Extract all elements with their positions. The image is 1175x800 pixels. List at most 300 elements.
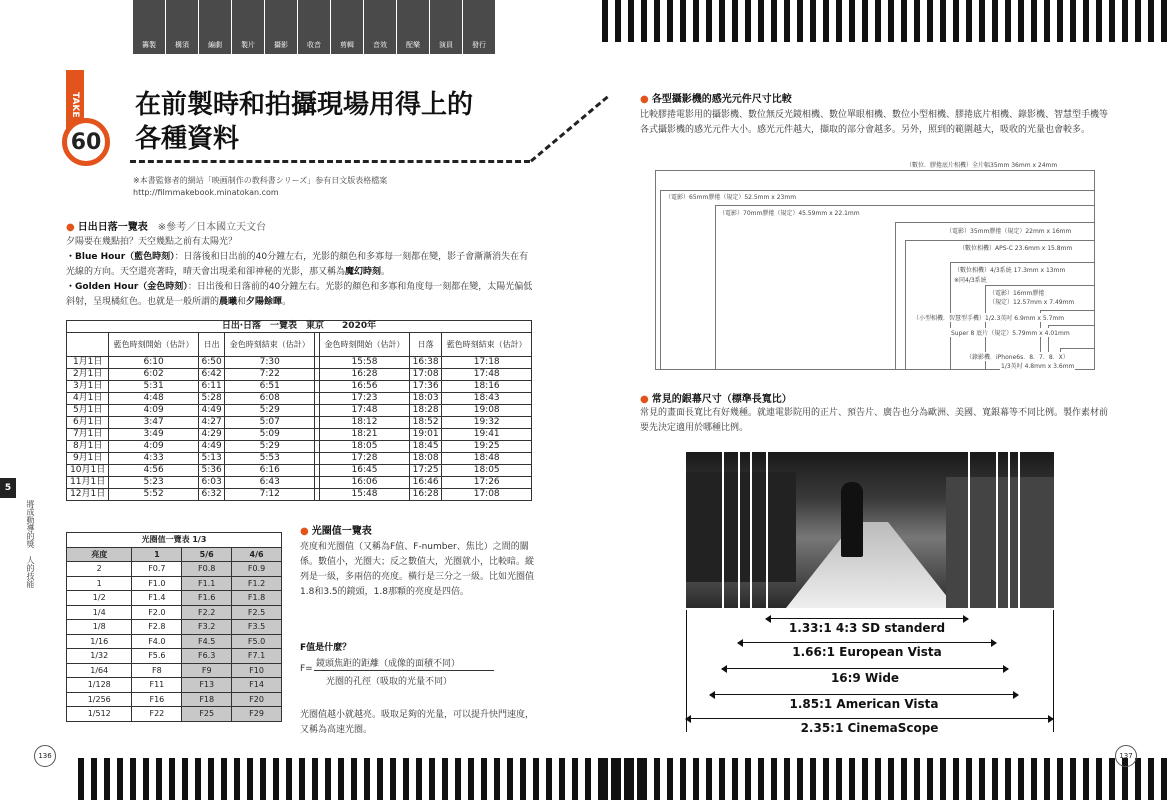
stripe: [875, 758, 881, 800]
table-row: [67, 707, 282, 722]
stripe: [1031, 758, 1037, 800]
table-cell: 17:18: [442, 357, 532, 369]
table-cell: F14: [232, 678, 282, 693]
table-cell: 1/256: [67, 692, 132, 707]
table-cell: 18:16: [442, 381, 532, 393]
stripe: [1122, 0, 1128, 42]
stripe: [1083, 758, 1089, 800]
stripe: [719, 0, 725, 42]
nav-tab[interactable]: 編劇: [199, 0, 231, 54]
stripe: [559, 758, 565, 800]
table-cell: F2.8: [132, 620, 182, 635]
table-row: [67, 477, 532, 489]
stripe: [1070, 758, 1076, 800]
table-cell: 6:02: [109, 369, 199, 381]
table-row: [67, 441, 532, 453]
table-row: [67, 576, 282, 591]
ratio-label-169: 16:9 Wide: [830, 671, 900, 685]
table-cell: 6:51: [225, 381, 315, 393]
table-cell: 2: [67, 562, 132, 577]
ratio-arrow-169: [722, 668, 1008, 669]
stripe: [312, 758, 318, 800]
table-cell: 18:45: [409, 441, 442, 453]
table-cell: F2.2: [182, 605, 232, 620]
stripe: [351, 758, 357, 800]
sensor-label: （電影）70mm膠捲（規定）45.59mm x 22.1mm: [719, 210, 860, 217]
table-cell: 3月1日: [67, 381, 109, 393]
stripe: [992, 758, 998, 800]
stripe: [182, 758, 188, 800]
table-cell: 17:26: [442, 477, 532, 489]
stripe: [940, 0, 946, 42]
table-cell: 19:25: [442, 441, 532, 453]
table-cell: 4:29: [198, 429, 225, 441]
nav-tab[interactable]: 剪輯: [331, 0, 363, 54]
table-cell: 18:08: [409, 453, 442, 465]
train-station-photo: [686, 452, 1054, 608]
nav-tab[interactable]: 製片: [232, 0, 264, 54]
stripe: [1161, 0, 1167, 42]
stripe: [195, 758, 201, 800]
table-cell: 16:46: [409, 477, 442, 489]
table-cell: 17:08: [409, 369, 442, 381]
stripe: [1057, 0, 1063, 42]
title-line-1: 在前製時和拍攝現場用得上的: [135, 90, 474, 120]
stripe: [940, 758, 946, 800]
sunrise-table: [66, 320, 532, 501]
nav-tab[interactable]: 發行: [463, 0, 495, 54]
stripe: [953, 758, 959, 800]
table-cell: F4.5: [182, 634, 232, 649]
stripe: [745, 0, 751, 42]
nav-tab[interactable]: 收音: [298, 0, 330, 54]
table-cell: 17:08: [442, 489, 532, 501]
sensor-label: （小型相機．智慧型手機）1/2.3英吋 6.9mm x 5.7mm: [913, 315, 1065, 322]
table-cell: 6:50: [198, 357, 225, 369]
stripe: [273, 758, 279, 800]
frame-line: [1008, 452, 1010, 620]
table-cell: 4:48: [109, 393, 199, 405]
stripe: [156, 758, 162, 800]
table-cell: F20: [232, 692, 282, 707]
table-cell: F25: [182, 707, 232, 722]
stripe: [732, 0, 738, 42]
table-cell: 18:52: [409, 417, 442, 429]
stripe: [1096, 0, 1102, 42]
table-row: [67, 591, 282, 606]
fraction-bar: [314, 670, 494, 671]
table-cell: F3.5: [232, 620, 282, 635]
table-cell: F10: [232, 663, 282, 678]
stripe: [628, 758, 634, 800]
stripe: [117, 758, 123, 800]
bottom-right-barcode-strip: [602, 758, 1167, 800]
stripe: [901, 0, 907, 42]
table-cell: 2月1日: [67, 369, 109, 381]
table-cell: 5:29: [225, 405, 315, 417]
table-row: [67, 620, 282, 635]
f-equals: F=: [300, 664, 313, 674]
stripe: [641, 758, 647, 800]
table-cell: 3:49: [109, 429, 199, 441]
table-row: [67, 678, 282, 693]
ratio-tick: [1053, 610, 1054, 732]
table-cell: 6:32: [198, 489, 225, 501]
aperture-col-header: 5/6: [182, 547, 232, 562]
stripe: [390, 758, 396, 800]
sunrise-col-header: 日出: [198, 333, 225, 357]
stripe: [234, 758, 240, 800]
stripe: [823, 0, 829, 42]
sunrise-col-header: [67, 333, 109, 357]
table-row: [67, 605, 282, 620]
table-row: [67, 417, 532, 429]
stripe: [953, 0, 959, 42]
table-row: [67, 453, 532, 465]
table-cell: F29: [232, 707, 282, 722]
stripe: [416, 758, 422, 800]
stripe: [1018, 758, 1024, 800]
table-cell: 16:28: [320, 369, 410, 381]
source-url[interactable]: http://filmmakebook.minatokan.com: [133, 188, 279, 197]
stripe: [507, 758, 513, 800]
fvalue-heading: F值是什麼？: [300, 643, 352, 653]
stripe: [771, 758, 777, 800]
table-cell: 6月1日: [67, 417, 109, 429]
sunrise-heading: ● 日出日落一覽表 ※參考／日本國立天文台: [66, 222, 267, 233]
table-cell: 16:28: [409, 489, 442, 501]
table-cell: 4月1日: [67, 393, 109, 405]
stripe: [247, 758, 253, 800]
stripe: [1135, 758, 1141, 800]
frame-line: [750, 452, 752, 620]
take-number-badge: 60: [62, 118, 110, 166]
table-cell: 12月1日: [67, 489, 109, 501]
table-cell: 5:36: [198, 465, 225, 477]
table-cell: F5.6: [132, 649, 182, 664]
sunrise-col-header: 日落: [409, 333, 442, 357]
sunrise-col-header: 金色時刻開始（估計）: [320, 333, 410, 357]
stripe: [875, 0, 881, 42]
table-cell: 4:49: [198, 405, 225, 417]
sensor-label: （數位．膠捲底片相機）全片幅35mm 36mm x 24mm: [906, 162, 1058, 169]
stripe: [403, 758, 409, 800]
stripe: [1083, 0, 1089, 42]
stripe: [667, 0, 673, 42]
table-cell: 7:30: [225, 357, 315, 369]
table-row: [67, 429, 532, 441]
stripe: [1096, 758, 1102, 800]
stripe: [338, 758, 344, 800]
stripe: [1031, 0, 1037, 42]
page-number-right: 137: [1115, 745, 1137, 767]
table-cell: F22: [132, 707, 182, 722]
f-numerator: 鏡頭焦距的距離（成像的面積不同）: [316, 659, 461, 669]
table-cell: 10月1日: [67, 465, 109, 477]
frame-line: [996, 452, 998, 620]
table-row: [67, 663, 282, 678]
f-denominator: 光圈的孔徑（吸取的光量不同）: [326, 677, 453, 687]
table-cell: 5:52: [109, 489, 199, 501]
stripe: [130, 758, 136, 800]
table-cell: 17:25: [409, 465, 442, 477]
ratio-arrow-133: [766, 618, 968, 619]
stripe: [1057, 758, 1063, 800]
frame-line: [968, 452, 970, 620]
stripe: [810, 758, 816, 800]
stripe: [169, 758, 175, 800]
stripe: [693, 758, 699, 800]
stripe: [914, 758, 920, 800]
sensor-label: （錄影機．iPhone6s．8．7．8．X）: [966, 354, 1069, 361]
table-cell: 17:48: [442, 369, 532, 381]
table-cell: 18:21: [320, 429, 410, 441]
frame-line: [766, 452, 768, 620]
table-cell: F6.3: [182, 649, 232, 664]
ratio-arrow-185: [710, 694, 1018, 695]
ratio-arrow-235: [686, 718, 1053, 719]
table-cell: 17:48: [320, 405, 410, 417]
stripe: [654, 758, 660, 800]
table-cell: 15:48: [320, 489, 410, 501]
table-cell: 7:22: [225, 369, 315, 381]
aperture-heading: ● 光圈值一覽表: [300, 526, 372, 537]
aspect-body: 常見的畫面長寬比有好幾種。就連電影院用的正片、預告片、廣告也分為歐洲、美國、寬銀幕等不同比例。製作素材前要先決定適用於哪種比例。: [640, 408, 1109, 433]
table-cell: 1/8: [67, 620, 132, 635]
sensor-label: （數位相機）4/3系統 17.3mm x 13mm: [954, 267, 1066, 274]
table-cell: 19:01: [409, 429, 442, 441]
stripe: [693, 0, 699, 42]
table-cell: 18:05: [320, 441, 410, 453]
table-row: [67, 381, 532, 393]
stripe: [429, 758, 435, 800]
ratio-label-185: 1.85:1 American Vista: [789, 697, 939, 711]
stripe: [810, 0, 816, 42]
stripe: [1044, 0, 1050, 42]
table-cell: F2.5: [232, 605, 282, 620]
table-cell: 19:32: [442, 417, 532, 429]
stripe: [442, 758, 448, 800]
table-cell: 6:16: [225, 465, 315, 477]
nav-tab[interactable]: 籌製: [133, 0, 165, 54]
stripe: [784, 758, 790, 800]
table-cell: 4:56: [109, 465, 199, 477]
stripe: [901, 758, 907, 800]
table-cell: F0.8: [182, 562, 232, 577]
nav-tab[interactable]: 演員: [430, 0, 462, 54]
stripe: [1109, 758, 1115, 800]
table-cell: 16:38: [409, 357, 442, 369]
table-cell: 6:03: [198, 477, 225, 489]
stripe: [602, 0, 608, 42]
stripe: [572, 758, 578, 800]
stripe: [91, 758, 97, 800]
table-cell: F11: [132, 678, 182, 693]
table-cell: F16: [132, 692, 182, 707]
stripe: [286, 758, 292, 800]
stripe: [1135, 0, 1141, 42]
table-cell: 4:09: [109, 405, 199, 417]
table-cell: 1/32: [67, 649, 132, 664]
stripe: [208, 758, 214, 800]
stripe: [520, 758, 526, 800]
table-cell: F18: [182, 692, 232, 707]
table-cell: F1.0: [132, 576, 182, 591]
table-cell: 19:41: [442, 429, 532, 441]
sensor-label: ※同4/3系統: [954, 277, 987, 284]
table-row: [67, 465, 532, 477]
sensor-label: （數位相機）APS-C 23.6mm x 15.8mm: [959, 245, 1073, 252]
stripe: [836, 0, 842, 42]
bullet-dot-icon: ●: [66, 222, 75, 233]
sensor-heading: ● 各型攝影機的感光元件尺寸比較: [640, 94, 792, 105]
stripe: [888, 758, 894, 800]
ratio-label-235: 2.35:1 CinemaScope: [800, 721, 939, 735]
stripe: [979, 758, 985, 800]
person-silhouette: [841, 482, 863, 557]
nav-tab[interactable]: 配樂: [397, 0, 429, 54]
aspect-heading: ● 常見的銀幕尺寸（標準長寬比）: [640, 394, 792, 405]
stripe: [615, 0, 621, 42]
stripe: [914, 0, 920, 42]
stripe: [1109, 0, 1115, 42]
bullet-dot-icon: ●: [640, 94, 649, 105]
stripe: [654, 0, 660, 42]
table-cell: 7:12: [225, 489, 315, 501]
table-cell: 1: [67, 576, 132, 591]
nav-tab[interactable]: 構須: [166, 0, 198, 54]
table-cell: 5月1日: [67, 405, 109, 417]
stripe: [325, 758, 331, 800]
aperture-col-header: 亮度: [67, 547, 132, 562]
stripe: [706, 758, 712, 800]
stripe: [966, 0, 972, 42]
frame-line: [738, 452, 740, 620]
table-cell: F1.1: [182, 576, 232, 591]
table-cell: F5.0: [232, 634, 282, 649]
table-cell: F1.4: [132, 591, 182, 606]
table-cell: 6:43: [225, 477, 315, 489]
stripe: [299, 758, 305, 800]
table-cell: F3.2: [182, 620, 232, 635]
ratio-arrow-166: [738, 642, 996, 643]
sunrise-col-header: 金色時刻結束（估計）: [225, 333, 315, 357]
table-cell: F8: [132, 663, 182, 678]
aperture-body: 亮度和光圈值（又稱為F值、F-number、焦比）之間的關係。數值小，光圈大；反之數值大，光圈就小，比較暗。縱列是一級，多兩倍的亮度。橫行是三分之一級。比如光圈值1.8和3.5的鏡頭，1.8那顆的亮度是四倍。: [300, 542, 535, 597]
stripe: [1161, 758, 1167, 800]
stripe: [927, 758, 933, 800]
table-cell: 18:03: [409, 393, 442, 405]
table-cell: 9月1日: [67, 453, 109, 465]
nav-tab[interactable]: 攝影: [265, 0, 297, 54]
sensor-label: （電影）65mm膠捲（規定）52.5mm x 23mm: [665, 194, 797, 201]
table-cell: 1/512: [67, 707, 132, 722]
stripe: [966, 758, 972, 800]
table-cell: 8月1日: [67, 441, 109, 453]
stripe: [979, 0, 985, 42]
table-cell: 19:08: [442, 405, 532, 417]
table-cell: F1.2: [232, 576, 282, 591]
page-number-left: 136: [34, 745, 56, 767]
table-cell: 5:29: [225, 441, 315, 453]
aperture-table-caption: 光圈值一覽表 1/3: [67, 533, 282, 548]
table-cell: 5:31: [109, 381, 199, 393]
sunrise-body: 夕陽要在幾點拍？天空幾點之前有太陽光？ ・Blue Hour（藍色時刻）：日落後和日出前的40分鐘左右，光影的顏色和多寡每一刻都在變，影子會漸漸消失在有光線的方向。天空還亮著時，晴天會出現柔和卻神秘的光影，那又稱為魔幻時刻。 ・Golden Hour（金色時刻）：日出後和日落前的40分鐘左右。光影的顏色和多寡和角度每一刻都在變，太陽光偏低斜射，呈現橘紅色。也就是一般所謂的晨曦和夕陽餘暉。: [66, 237, 533, 307]
table-cell: 1/2: [67, 591, 132, 606]
stripe: [784, 0, 790, 42]
table-row: [67, 634, 282, 649]
stripe: [797, 758, 803, 800]
nav-tab[interactable]: 音效: [364, 0, 396, 54]
table-cell: 1/16: [67, 634, 132, 649]
table-row: [67, 405, 532, 417]
title-line-2: 各種資料: [135, 124, 240, 154]
stripe: [1070, 0, 1076, 42]
stripe: [862, 0, 868, 42]
stripe: [364, 758, 370, 800]
stripe: [221, 758, 227, 800]
source-note: ※本書監修者的網站「映画制作の教科書シリーズ」参有日文版表格檔案: [133, 176, 388, 185]
stripe: [745, 758, 751, 800]
table-row: [67, 393, 532, 405]
table-cell: 5:07: [225, 417, 315, 429]
table-cell: F0.9: [232, 562, 282, 577]
frame-line: [722, 452, 724, 620]
aperture-table: [66, 532, 282, 722]
table-row: [67, 357, 532, 369]
take-label: TAKE: [66, 70, 84, 140]
table-cell: 18:28: [409, 405, 442, 417]
bottom-left-barcode-strip: [78, 758, 643, 800]
table-cell: 15:58: [320, 357, 410, 369]
bullet-dot-icon: ●: [640, 394, 649, 405]
table-cell: F1.8: [232, 591, 282, 606]
table-cell: F1.6: [182, 591, 232, 606]
dashed-diagonal-rule: [530, 96, 609, 163]
stripe: [680, 0, 686, 42]
stripe: [888, 0, 894, 42]
chapter-nav: [133, 0, 495, 54]
table-cell: 6:08: [225, 393, 315, 405]
stripe: [849, 0, 855, 42]
ratio-label-166: 1.66:1 European Vista: [792, 645, 942, 659]
table-cell: 4:27: [198, 417, 225, 429]
aperture-closing: 光圈值越小就越亮。吸取足夠的光量，可以提升快門速度，又稱為高速光圈。: [300, 710, 535, 735]
platform-floor: [786, 522, 956, 608]
top-right-barcode-strip: [602, 0, 1167, 42]
ratio-label-133: 1.33:1 4:3 SD standerd: [788, 621, 946, 635]
stripe: [771, 0, 777, 42]
table-cell: 11月1日: [67, 477, 109, 489]
table-cell: 5:53: [225, 453, 315, 465]
stripe: [455, 758, 461, 800]
table-cell: 16:45: [320, 465, 410, 477]
train-left: [686, 472, 796, 582]
stripe: [377, 758, 383, 800]
stripe: [104, 758, 110, 800]
aperture-col-header: 4/6: [232, 547, 282, 562]
stripe: [732, 758, 738, 800]
stripe: [615, 758, 621, 800]
stripe: [862, 758, 868, 800]
stripe: [546, 758, 552, 800]
chapter-tab: 5: [0, 478, 16, 498]
page-title: [135, 88, 473, 156]
stripe: [585, 758, 591, 800]
stripe: [667, 758, 673, 800]
sensor-label: （規定）12.57mm x 7.49mm: [989, 299, 1075, 306]
table-cell: 5:23: [109, 477, 199, 489]
